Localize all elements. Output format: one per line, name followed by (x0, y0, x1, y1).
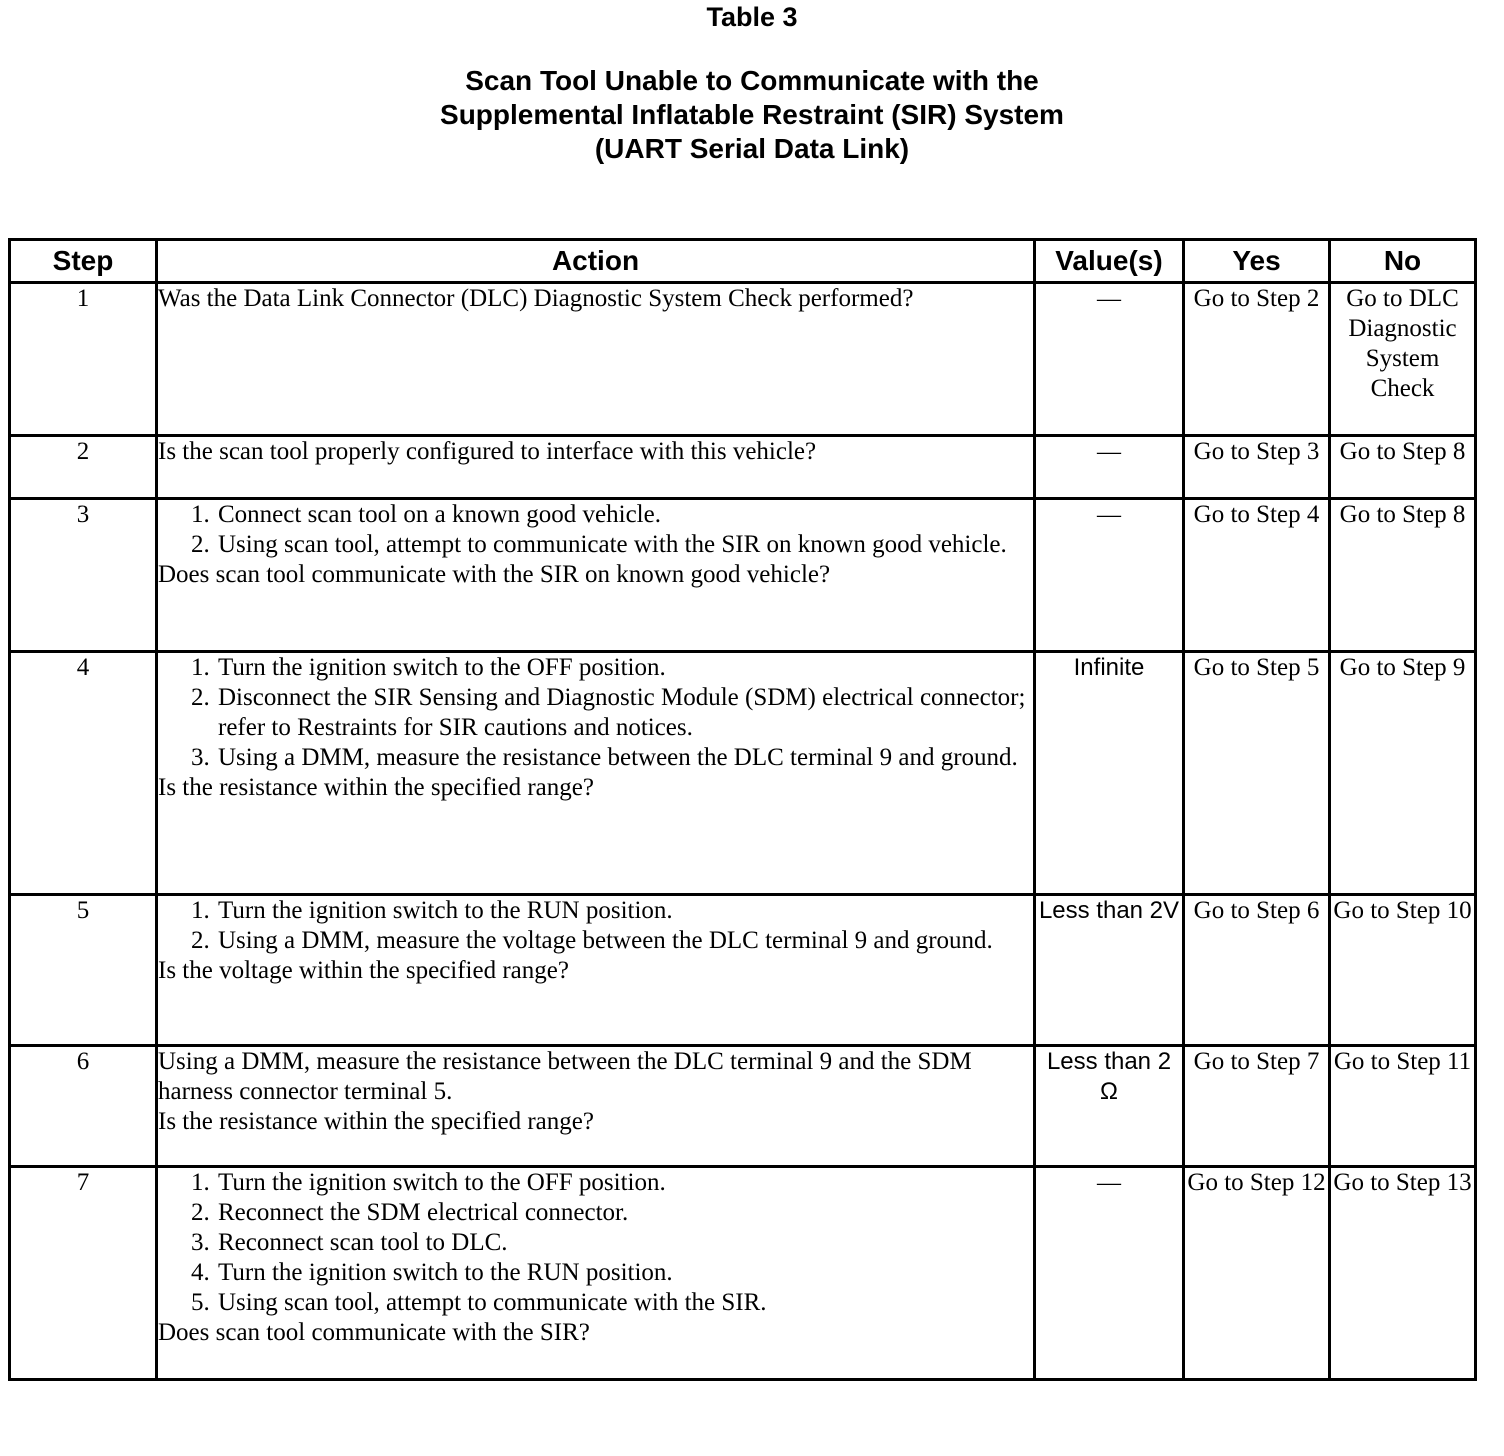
value-cell: Less than 2 Ω (1035, 1046, 1184, 1167)
step-number: 5 (10, 895, 157, 1046)
substep: 2. Using a DMM, measure the voltage between the DLC terminal 9 and ground. (216, 926, 1033, 956)
substep: 5. Using scan tool, attempt to communicate with the SIR. (216, 1288, 1033, 1318)
title-line: (UART Serial Data Link) (594, 133, 910, 164)
step-number: 7 (10, 1167, 157, 1380)
substep-list (158, 653, 1033, 773)
table-row (10, 436, 1476, 499)
substep: 1. Turn the ignition switch to the OFF position. (216, 1168, 1033, 1198)
value-cell: Less than 2V (1035, 895, 1184, 1046)
substep: 1. Connect scan tool on a known good vehicle. (216, 500, 1033, 530)
step-number: 2 (10, 436, 157, 499)
title-line: Scan Tool Unable to Communicate with the (465, 65, 1039, 96)
step-number: 3 (10, 499, 157, 652)
yes-cell: Go to Step 7 (1184, 1046, 1330, 1167)
table-row (10, 499, 1476, 652)
value-cell: — (1035, 1167, 1184, 1380)
column-header-step: Step (10, 240, 157, 283)
value-cell: — (1035, 436, 1184, 499)
substep-list (158, 1168, 1033, 1318)
no-cell: Go to Step 8 (1330, 436, 1476, 499)
yes-cell: Go to Step 4 (1184, 499, 1330, 652)
table-row (10, 1167, 1476, 1380)
action-question: Does scan tool communicate with the SIR? (158, 1319, 590, 1346)
action-cell (157, 283, 1035, 436)
column-header-values: Value(s) (1035, 240, 1184, 283)
value-cell: Infinite (1035, 652, 1184, 895)
substep: 2. Disconnect the SIR Sensing and Diagnostic Module (SDM) electrical connector; refer to Restraints for SIR cautions and notices. (216, 683, 1033, 743)
action-text: Was the Data Link Connector (DLC) Diagnostic System Check performed? (158, 285, 914, 312)
no-cell: Go to DLC Diagnostic System Check (1330, 283, 1476, 436)
action-cell (157, 1167, 1035, 1380)
action-question: Is the resistance within the specified range? (158, 774, 594, 801)
substep: 4. Turn the ignition switch to the RUN position. (216, 1258, 1033, 1288)
no-cell: Go to Step 10 (1330, 895, 1476, 1046)
action-cell (157, 895, 1035, 1046)
table-title (0, 64, 1504, 166)
action-question: Does scan tool communicate with the SIR on known good vehicle? (158, 561, 831, 588)
substep: 1. Turn the ignition switch to the RUN position. (216, 896, 1033, 926)
yes-cell: Go to Step 3 (1184, 436, 1330, 499)
action-cell (157, 1046, 1035, 1167)
table-row (10, 283, 1476, 436)
table-row (10, 895, 1476, 1046)
table-row (10, 1046, 1476, 1167)
step-number: 6 (10, 1046, 157, 1167)
substep-list (158, 500, 1033, 560)
step-number: 4 (10, 652, 157, 895)
no-cell: Go to Step 8 (1330, 499, 1476, 652)
step-number: 1 (10, 283, 157, 436)
substep: 3. Reconnect scan tool to DLC. (216, 1228, 1033, 1258)
column-header-action: Action (157, 240, 1035, 283)
column-header-yes: Yes (1184, 240, 1330, 283)
yes-cell: Go to Step 6 (1184, 895, 1330, 1046)
value-cell: — (1035, 283, 1184, 436)
table-label: Table 3 (706, 2, 798, 32)
action-cell (157, 652, 1035, 895)
column-header-no: No (1330, 240, 1476, 283)
action-question: Is the voltage within the specified range? (158, 957, 569, 984)
no-cell: Go to Step 11 (1330, 1046, 1476, 1167)
substep: 3. Using a DMM, measure the resistance between the DLC terminal 9 and ground. (216, 743, 1033, 773)
action-text: Using a DMM, measure the resistance between the DLC terminal 9 and the SDM harness connector terminal 5. (158, 1048, 972, 1105)
action-cell (157, 499, 1035, 652)
substep: 2. Reconnect the SDM electrical connector. (216, 1198, 1033, 1228)
yes-cell: Go to Step 5 (1184, 652, 1330, 895)
action-cell (157, 436, 1035, 499)
table-row (10, 652, 1476, 895)
yes-cell: Go to Step 12 (1184, 1167, 1330, 1380)
title-line: Supplemental Inflatable Restraint (SIR) System (440, 99, 1064, 130)
substep: 2. Using scan tool, attempt to communicate with the SIR on known good vehicle. (216, 530, 1033, 560)
substep: 1. Turn the ignition switch to the OFF position. (216, 653, 1033, 683)
substep-list (158, 896, 1033, 956)
value-cell: — (1035, 499, 1184, 652)
no-cell: Go to Step 9 (1330, 652, 1476, 895)
table-header-row (10, 240, 1476, 283)
action-text: Is the scan tool properly configured to interface with this vehicle? (158, 438, 817, 465)
no-cell: Go to Step 13 (1330, 1167, 1476, 1380)
diagnostic-table (8, 238, 1477, 1381)
action-question: Is the resistance within the specified range? (158, 1108, 594, 1135)
yes-cell: Go to Step 2 (1184, 283, 1330, 436)
